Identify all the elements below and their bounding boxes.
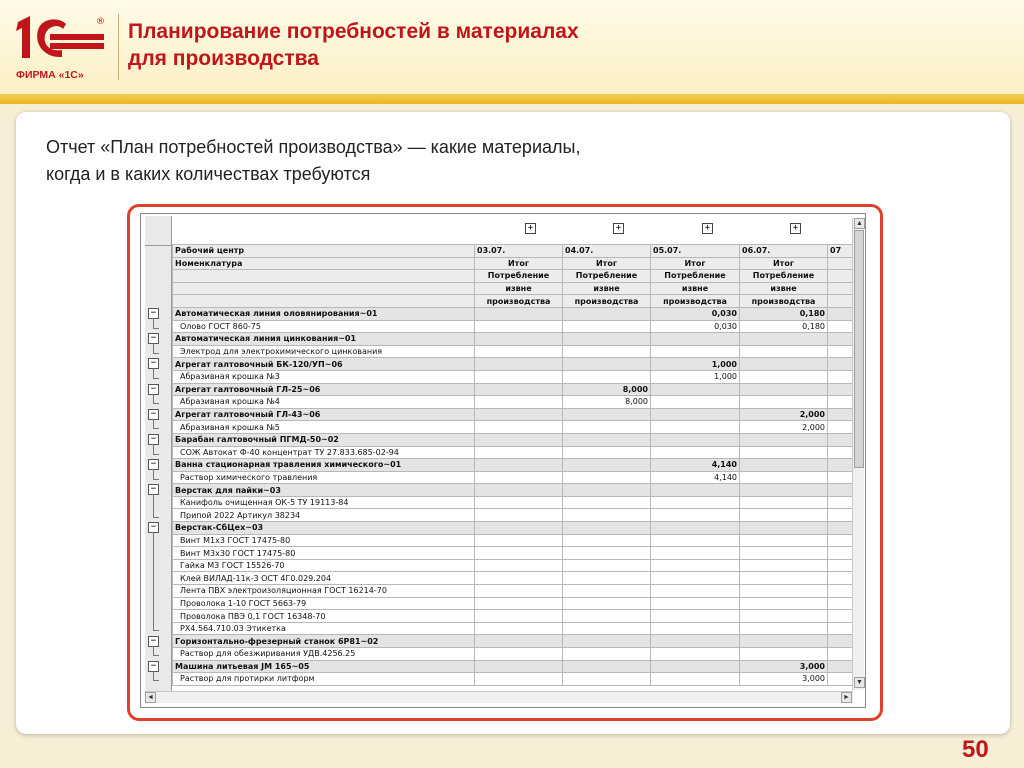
- material-name: СОЖ Автокат Ф-40 концентрат ТУ 27.833.685-02-94: [173, 446, 475, 459]
- tree-connector: [153, 517, 159, 518]
- material-name: Абразивная крошка №5: [173, 421, 475, 434]
- quantity-cell: [475, 333, 563, 346]
- tree-connector: [153, 378, 159, 379]
- material-name: Абразивная крошка №4: [173, 396, 475, 409]
- quantity-cell: [563, 358, 651, 371]
- quantity-cell: [563, 534, 651, 547]
- quantity-cell: 1,000: [651, 370, 740, 383]
- tree-connector: [153, 428, 159, 429]
- material-row[interactable]: [173, 547, 855, 560]
- work-center-name: Машина литьевая JM 165~05: [173, 660, 475, 673]
- company-logo: [8, 8, 112, 88]
- tree-connector: [153, 343, 154, 353]
- material-name: Раствор для протирки литформ: [173, 673, 475, 686]
- empty-header-cell: [828, 282, 855, 295]
- quantity-cell: [563, 597, 651, 610]
- quantity-cell: [475, 320, 563, 333]
- quantity-cell: [828, 484, 855, 497]
- scroll-left-icon[interactable]: ◄: [145, 692, 156, 703]
- quantity-cell: [563, 307, 651, 320]
- quantity-cell: [475, 585, 563, 598]
- quantity-cell: [740, 648, 828, 661]
- quantity-cell: [828, 547, 855, 560]
- quantity-cell: 3,000: [740, 660, 828, 673]
- scroll-right-icon[interactable]: ►: [841, 692, 852, 703]
- scroll-up-icon[interactable]: ▲: [854, 218, 865, 229]
- consumption-header: производства: [563, 295, 651, 308]
- quantity-cell: [563, 673, 651, 686]
- work-center-name: Агрегат галтовочный ГЛ-43~06: [173, 408, 475, 421]
- tree-connector: [153, 444, 154, 454]
- quantity-cell: 2,000: [740, 421, 828, 434]
- quantity-cell: [475, 547, 563, 560]
- quantity-cell: [740, 585, 828, 598]
- material-row[interactable]: [173, 622, 855, 635]
- tree-connector: [153, 394, 154, 404]
- quantity-cell: [740, 559, 828, 572]
- quantity-cell: [651, 648, 740, 661]
- quantity-cell: [740, 471, 828, 484]
- material-name: Абразивная крошка №3: [173, 370, 475, 383]
- consumption-header: извне: [475, 282, 563, 295]
- work-center-name: Барабан галтовочный ПГМД-50~02: [173, 433, 475, 446]
- quantity-cell: [651, 660, 740, 673]
- work-center-row[interactable]: [173, 433, 855, 446]
- quantity-cell: [828, 307, 855, 320]
- quantity-cell: [828, 471, 855, 484]
- expand-plus-icon[interactable]: +: [525, 223, 536, 234]
- collapse-minus-icon[interactable]: −: [148, 636, 159, 647]
- quantity-cell: [563, 471, 651, 484]
- material-row[interactable]: [173, 496, 855, 509]
- quantity-cell: [563, 660, 651, 673]
- quantity-cell: [563, 610, 651, 623]
- work-center-name: Верстак-СбЦех~03: [173, 522, 475, 535]
- quantity-cell: [740, 597, 828, 610]
- quantity-cell: [651, 559, 740, 572]
- date-header: 07: [828, 245, 855, 258]
- svg-text:ФИРМА «1С»: ФИРМА «1С»: [16, 69, 84, 81]
- quantity-cell: [651, 333, 740, 346]
- quantity-cell: [475, 610, 563, 623]
- material-row[interactable]: [173, 572, 855, 585]
- consumption-header: извне: [651, 282, 740, 295]
- date-header: 06.07.: [740, 245, 828, 258]
- quantity-cell: [828, 648, 855, 661]
- empty-header-cell: [173, 295, 475, 308]
- quantity-cell: [651, 610, 740, 623]
- material-name: Раствор для обезжиривания УДВ.4256.25: [173, 648, 475, 661]
- quantity-cell: [740, 496, 828, 509]
- quantity-cell: [563, 345, 651, 358]
- quantity-cell: [563, 459, 651, 472]
- quantity-cell: 0,180: [740, 320, 828, 333]
- quantity-cell: [475, 648, 563, 661]
- consumption-header: Потребление: [475, 270, 563, 283]
- quantity-cell: [563, 585, 651, 598]
- quantity-cell: [828, 585, 855, 598]
- quantity-cell: [828, 446, 855, 459]
- collapse-minus-icon[interactable]: −: [148, 434, 159, 445]
- quantity-cell: [740, 396, 828, 409]
- material-row[interactable]: [173, 597, 855, 610]
- work-center-row[interactable]: [173, 635, 855, 648]
- material-row[interactable]: [173, 509, 855, 522]
- quantity-cell: [651, 622, 740, 635]
- quantity-cell: 8,000: [563, 396, 651, 409]
- consumption-header: производства: [651, 295, 740, 308]
- material-row[interactable]: [173, 610, 855, 623]
- consumption-header: производства: [740, 295, 828, 308]
- quantity-cell: [828, 610, 855, 623]
- work-center-row[interactable]: [173, 484, 855, 497]
- material-name: Канифоль очищенная ОК-5 ТУ 19113-84: [173, 496, 475, 509]
- page-number: 50: [962, 736, 989, 763]
- header-stripe: [0, 94, 1024, 104]
- collapse-minus-icon[interactable]: −: [148, 409, 159, 420]
- quantity-cell: [475, 635, 563, 648]
- material-name: Винт М1х3 ГОСТ 17475-80: [173, 534, 475, 547]
- material-name: РХ4.564.710.03 Этикетка: [173, 622, 475, 635]
- quantity-cell: [651, 635, 740, 648]
- collapse-minus-icon[interactable]: −: [148, 661, 159, 672]
- quantity-cell: [828, 320, 855, 333]
- expand-plus-icon[interactable]: +: [613, 223, 624, 234]
- collapse-minus-icon[interactable]: −: [148, 308, 159, 319]
- quantity-cell: [740, 610, 828, 623]
- quantity-cell: [828, 635, 855, 648]
- quantity-cell: 4,140: [651, 459, 740, 472]
- tree-connector: [153, 469, 154, 479]
- quantity-cell: 0,030: [651, 320, 740, 333]
- quantity-cell: [828, 660, 855, 673]
- quantity-cell: [475, 522, 563, 535]
- quantity-cell: [828, 383, 855, 396]
- quantity-cell: [563, 333, 651, 346]
- tree-connector: [153, 318, 154, 328]
- quantity-cell: [651, 509, 740, 522]
- consumption-header: Потребление: [651, 270, 740, 283]
- quantity-cell: [563, 446, 651, 459]
- quantity-cell: [740, 345, 828, 358]
- work-center-name: Агрегат галтовочный ГЛ-25~06: [173, 383, 475, 396]
- quantity-cell: [828, 673, 855, 686]
- quantity-cell: [651, 396, 740, 409]
- quantity-cell: [475, 559, 563, 572]
- material-name: Лента ПВХ электроизоляционная ГОСТ 16214-70: [173, 585, 475, 598]
- work-center-row[interactable]: [173, 333, 855, 346]
- tree-header-cell: [145, 216, 172, 246]
- quantity-cell: [651, 383, 740, 396]
- material-row[interactable]: [173, 559, 855, 572]
- quantity-cell: [740, 547, 828, 560]
- material-name: Электрод для электрохимического цинкования: [173, 345, 475, 358]
- tree-connector: [153, 671, 154, 681]
- material-row[interactable]: [173, 534, 855, 547]
- quantity-cell: [651, 522, 740, 535]
- quantity-cell: [740, 433, 828, 446]
- collapse-minus-icon[interactable]: −: [148, 358, 159, 369]
- material-row[interactable]: [173, 320, 855, 333]
- quantity-cell: [563, 635, 651, 648]
- quantity-cell: [475, 496, 563, 509]
- quantity-cell: [651, 496, 740, 509]
- quantity-cell: [475, 408, 563, 421]
- quantity-cell: [740, 383, 828, 396]
- expand-plus-icon[interactable]: +: [702, 223, 713, 234]
- empty-header-cell: [828, 295, 855, 308]
- quantity-cell: [828, 597, 855, 610]
- quantity-cell: [651, 572, 740, 585]
- logo-separator: [118, 14, 119, 80]
- collapse-minus-icon[interactable]: −: [148, 522, 159, 533]
- horizontal-scrollbar[interactable]: [145, 691, 853, 703]
- tree-connector: [153, 630, 159, 631]
- quantity-cell: [651, 421, 740, 434]
- quantity-cell: [563, 572, 651, 585]
- quantity-cell: [563, 433, 651, 446]
- quantity-cell: [740, 635, 828, 648]
- quantity-cell: [651, 585, 740, 598]
- empty-header-cell: [173, 282, 475, 295]
- work-center-row[interactable]: [173, 307, 855, 320]
- material-row[interactable]: [173, 471, 855, 484]
- work-center-name: Автоматическая линия цинкования~01: [173, 333, 475, 346]
- tree-connector: [153, 353, 159, 354]
- quantity-cell: [740, 333, 828, 346]
- quantity-cell: [475, 459, 563, 472]
- column-expand-row: [172, 216, 852, 244]
- vertical-scrollbar[interactable]: [852, 218, 864, 690]
- scroll-down-icon[interactable]: ▼: [854, 677, 865, 688]
- report-table: [172, 244, 855, 686]
- quantity-cell: [740, 459, 828, 472]
- quantity-cell: [563, 421, 651, 434]
- date-header: 04.07.: [563, 245, 651, 258]
- quantity-cell: [828, 572, 855, 585]
- quantity-cell: [740, 484, 828, 497]
- consumption-header: извне: [740, 282, 828, 295]
- tree-connector: [153, 328, 159, 329]
- tree-connector: [153, 403, 159, 404]
- work-center-row[interactable]: [173, 383, 855, 396]
- collapse-minus-icon[interactable]: −: [148, 384, 159, 395]
- total-header: Итог: [563, 257, 651, 270]
- tree-connector: [153, 532, 154, 630]
- work-center-name: Горизонтально-фрезерный станок 6Р81~02: [173, 635, 475, 648]
- quantity-cell: [475, 396, 563, 409]
- quantity-cell: [740, 572, 828, 585]
- quantity-cell: [828, 509, 855, 522]
- material-name: Клей ВИЛАД-11к-3 ОСТ 4Г0.029.204: [173, 572, 475, 585]
- consumption-header: производства: [475, 295, 563, 308]
- material-row[interactable]: [173, 648, 855, 661]
- tree-connector: [153, 368, 154, 378]
- quantity-cell: [651, 547, 740, 560]
- material-name: Гайка М3 ГОСТ 15526-70: [173, 559, 475, 572]
- tree-connector: [153, 646, 154, 656]
- quantity-cell: [563, 484, 651, 497]
- collapse-minus-icon[interactable]: −: [148, 459, 159, 470]
- material-row[interactable]: [173, 370, 855, 383]
- quantity-cell: [828, 622, 855, 635]
- consumption-header: извне: [563, 282, 651, 295]
- quantity-cell: [651, 433, 740, 446]
- quantity-cell: 0,030: [651, 307, 740, 320]
- quantity-cell: [828, 333, 855, 346]
- description-line2: когда и в каких количествах требуются: [46, 164, 371, 184]
- quantity-cell: [475, 572, 563, 585]
- tree-connector: [153, 419, 154, 429]
- quantity-cell: [651, 534, 740, 547]
- quantity-cell: [828, 559, 855, 572]
- quantity-cell: [563, 320, 651, 333]
- report-window: [140, 213, 866, 708]
- quantity-cell: 0,180: [740, 307, 828, 320]
- logo-1c-icon: [8, 8, 112, 88]
- work-center-row[interactable]: [173, 522, 855, 535]
- quantity-cell: [740, 534, 828, 547]
- quantity-cell: [563, 559, 651, 572]
- quantity-cell: [828, 433, 855, 446]
- material-name: Раствор химического травления: [173, 471, 475, 484]
- slide-title-line2: для производства: [128, 47, 319, 70]
- work-center-row[interactable]: [173, 408, 855, 421]
- quantity-cell: [740, 622, 828, 635]
- work-center-row[interactable]: [173, 660, 855, 673]
- quantity-cell: [740, 370, 828, 383]
- material-name: Винт М3х30 ГОСТ 17475-80: [173, 547, 475, 560]
- quantity-cell: [563, 408, 651, 421]
- quantity-cell: [651, 446, 740, 459]
- total-header: Итог: [475, 257, 563, 270]
- quantity-cell: [475, 370, 563, 383]
- quantity-cell: [828, 345, 855, 358]
- quantity-cell: [828, 534, 855, 547]
- tree-connector: [153, 454, 159, 455]
- nomenclature-header: Номенклатура: [173, 257, 475, 270]
- work-center-row[interactable]: [173, 459, 855, 472]
- quantity-cell: 3,000: [740, 673, 828, 686]
- quantity-cell: [475, 484, 563, 497]
- tree-connector: [153, 680, 159, 681]
- empty-header-cell: [828, 257, 855, 270]
- quantity-cell: [651, 345, 740, 358]
- description-line1: Отчет «План потребностей производства» — какие материалы,: [46, 137, 581, 157]
- quantity-cell: [475, 534, 563, 547]
- vertical-scroll-thumb[interactable]: [854, 230, 864, 468]
- quantity-cell: [563, 370, 651, 383]
- total-header: Итог: [651, 257, 740, 270]
- quantity-cell: [475, 433, 563, 446]
- material-name: Припой 2022 Артикул 38234: [173, 509, 475, 522]
- work-center-name: Автоматическая линия оловянирования~01: [173, 307, 475, 320]
- empty-header-cell: [828, 270, 855, 283]
- material-row[interactable]: [173, 396, 855, 409]
- material-name: Проволока 1-10 ГОСТ 5663-79: [173, 597, 475, 610]
- quantity-cell: [475, 509, 563, 522]
- material-name: Проволока ПВЭ 0,1 ГОСТ 16348-70: [173, 610, 475, 623]
- quantity-cell: [828, 459, 855, 472]
- quantity-cell: 4,140: [651, 471, 740, 484]
- quantity-cell: [651, 597, 740, 610]
- tree-connector: [153, 479, 159, 480]
- quantity-cell: 2,000: [740, 408, 828, 421]
- quantity-cell: [828, 421, 855, 434]
- material-row[interactable]: [173, 585, 855, 598]
- work-center-name: Ванна стационарная травления химического~01: [173, 459, 475, 472]
- quantity-cell: [740, 509, 828, 522]
- date-header: 05.07.: [651, 245, 740, 258]
- quantity-cell: [475, 660, 563, 673]
- work-center-name: Верстак для пайки~03: [173, 484, 475, 497]
- consumption-header: Потребление: [563, 270, 651, 283]
- quantity-cell: [475, 345, 563, 358]
- tree-connector: [153, 655, 159, 656]
- quantity-cell: [475, 307, 563, 320]
- quantity-cell: 8,000: [563, 383, 651, 396]
- material-row[interactable]: [173, 421, 855, 434]
- work-center-name: Агрегат галтовочный БК-120/УП~06: [173, 358, 475, 371]
- work-center-header: Рабочий центр: [173, 245, 475, 258]
- quantity-cell: [828, 358, 855, 371]
- date-header: 03.07.: [475, 245, 563, 258]
- material-row[interactable]: [173, 345, 855, 358]
- quantity-cell: [475, 358, 563, 371]
- quantity-cell: [475, 471, 563, 484]
- quantity-cell: [475, 421, 563, 434]
- quantity-cell: [563, 509, 651, 522]
- quantity-cell: [828, 496, 855, 509]
- collapse-minus-icon[interactable]: −: [148, 484, 159, 495]
- quantity-cell: [740, 358, 828, 371]
- quantity-cell: [475, 622, 563, 635]
- quantity-cell: [740, 522, 828, 535]
- empty-header-cell: [173, 270, 475, 283]
- quantity-cell: [563, 622, 651, 635]
- quantity-cell: [828, 396, 855, 409]
- material-row[interactable]: [173, 446, 855, 459]
- work-center-row[interactable]: [173, 358, 855, 371]
- collapse-minus-icon[interactable]: −: [148, 333, 159, 344]
- quantity-cell: [563, 547, 651, 560]
- quantity-cell: [740, 446, 828, 459]
- quantity-cell: [651, 408, 740, 421]
- tree-connector: [153, 494, 154, 516]
- svg-text:®: ®: [96, 17, 105, 27]
- quantity-cell: [475, 383, 563, 396]
- quantity-cell: [828, 522, 855, 535]
- quantity-cell: [563, 496, 651, 509]
- quantity-cell: [651, 484, 740, 497]
- quantity-cell: [563, 648, 651, 661]
- quantity-cell: [563, 522, 651, 535]
- quantity-cell: [475, 673, 563, 686]
- consumption-header: Потребление: [740, 270, 828, 283]
- quantity-cell: 1,000: [651, 358, 740, 371]
- quantity-cell: [651, 673, 740, 686]
- material-row[interactable]: [173, 673, 855, 686]
- quantity-cell: [475, 446, 563, 459]
- expand-plus-icon[interactable]: +: [790, 223, 801, 234]
- quantity-cell: [828, 408, 855, 421]
- total-header: Итог: [740, 257, 828, 270]
- slide-title-line1: Планирование потребностей в материалах: [128, 20, 579, 43]
- quantity-cell: [828, 370, 855, 383]
- quantity-cell: [475, 597, 563, 610]
- material-name: Олово ГОСТ 860-75: [173, 320, 475, 333]
